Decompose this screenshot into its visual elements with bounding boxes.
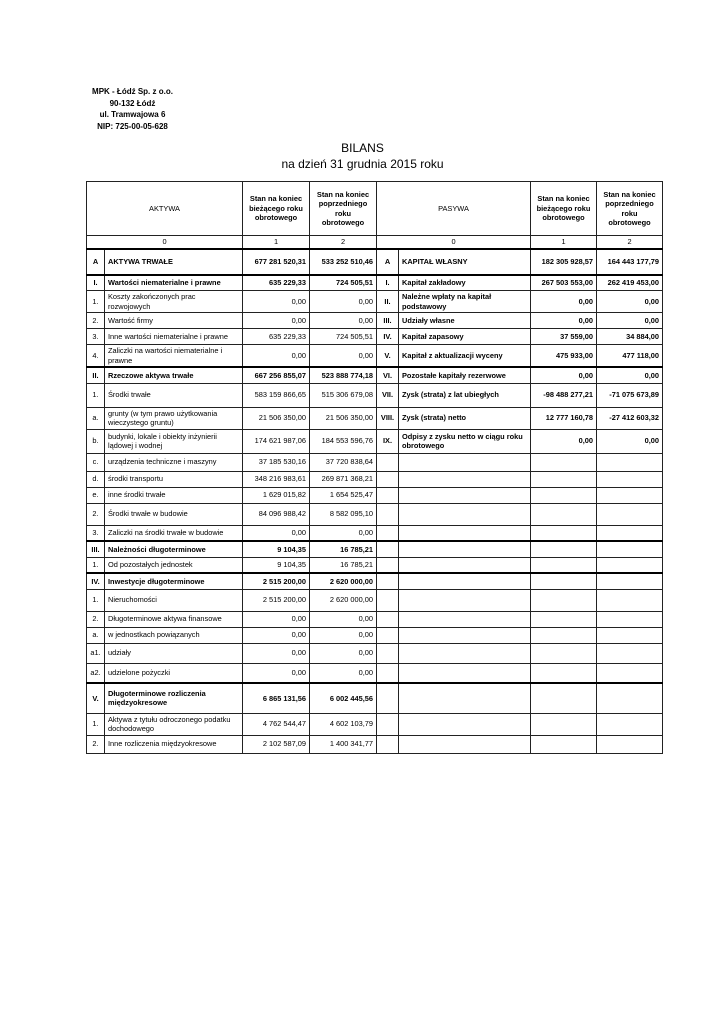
aktywa-label: Wartości niematerialne i prawne — [105, 275, 243, 291]
aktywa-previous-value: 724 505,51 — [310, 329, 377, 345]
empty-cell — [597, 683, 663, 713]
aktywa-number: 1. — [87, 589, 105, 611]
aktywa-current-value: 6 865 131,56 — [243, 683, 310, 713]
empty-cell — [597, 453, 663, 471]
empty-cell — [377, 683, 399, 713]
empty-cell — [531, 663, 597, 683]
pasywa-current-value: 475 933,00 — [531, 345, 597, 368]
pasywa-number: I. — [377, 275, 399, 291]
aktywa-current-value: 84 096 988,42 — [243, 503, 310, 525]
aktywa-label: Nieruchomości — [105, 589, 243, 611]
pasywa-label: Należne wpłaty na kapitał podstawowy — [399, 291, 531, 313]
empty-cell — [399, 589, 531, 611]
empty-cell — [597, 589, 663, 611]
aktywa-label: inne środki trwałe — [105, 487, 243, 503]
aktywa-current-value: 583 159 866,65 — [243, 383, 310, 407]
pasywa-label: Kapitał z aktualizacji wyceny — [399, 345, 531, 368]
empty-cell — [377, 611, 399, 627]
table-row — [87, 663, 663, 683]
empty-cell — [377, 487, 399, 503]
aktywa-previous-value: 16 785,21 — [310, 557, 377, 573]
table-row — [87, 249, 663, 275]
aktywa-previous-value: 0,00 — [310, 643, 377, 663]
aktywa-previous-value: 2 620 000,00 — [310, 573, 377, 589]
aktywa-current-value: 0,00 — [243, 611, 310, 627]
empty-cell — [597, 503, 663, 525]
pasywa-previous-value: 262 419 453,00 — [597, 275, 663, 291]
empty-cell — [597, 541, 663, 557]
aktywa-current-value: 9 104,35 — [243, 541, 310, 557]
aktywa-number: 1. — [87, 291, 105, 313]
aktywa-number: 2. — [87, 735, 105, 753]
company-street: ul. Tramwajowa 6 — [99, 110, 166, 119]
aktywa-number: 3. — [87, 525, 105, 541]
pasywa-previous-value: 0,00 — [597, 367, 663, 383]
aktywa-current-value: 174 621 987,06 — [243, 429, 310, 453]
aktywa-current-value: 0,00 — [243, 525, 310, 541]
empty-cell — [377, 557, 399, 573]
empty-cell — [597, 663, 663, 683]
aktywa-previous-value: 6 002 445,56 — [310, 683, 377, 713]
aktywa-number: e. — [87, 487, 105, 503]
aktywa-current-value: 2 515 200,00 — [243, 589, 310, 611]
aktywa-current-value: 677 281 520,31 — [243, 249, 310, 275]
table-row — [87, 611, 663, 627]
company-city: 90-132 Łódź — [109, 98, 156, 108]
empty-cell — [597, 573, 663, 589]
aktywa-current-value: 635 229,33 — [243, 329, 310, 345]
company-name: MPK - Łódź Sp. z o.o. — [92, 87, 173, 96]
empty-cell — [597, 487, 663, 503]
aktywa-current-value: 0,00 — [243, 313, 310, 329]
table-row — [87, 329, 663, 345]
empty-cell — [377, 589, 399, 611]
aktywa-previous-value: 0,00 — [310, 345, 377, 368]
empty-cell — [399, 487, 531, 503]
aktywa-previous-value: 0,00 — [310, 611, 377, 627]
empty-cell — [531, 683, 597, 713]
column-index: 2 — [597, 236, 663, 249]
table-row — [87, 627, 663, 643]
empty-cell — [597, 471, 663, 487]
empty-cell — [597, 611, 663, 627]
pasywa-label: Udziały własne — [399, 313, 531, 329]
table-row — [87, 503, 663, 525]
pasywa-label: Kapitał zapasowy — [399, 329, 531, 345]
empty-cell — [531, 525, 597, 541]
empty-cell — [377, 453, 399, 471]
aktywa-previous-value: 16 785,21 — [310, 541, 377, 557]
empty-cell — [377, 627, 399, 643]
aktywa-current-value: 9 104,35 — [243, 557, 310, 573]
empty-cell — [399, 525, 531, 541]
pasywa-current-value: 37 559,00 — [531, 329, 597, 345]
table-row — [87, 683, 663, 713]
aktywa-previous-value: 724 505,51 — [310, 275, 377, 291]
aktywa-label: Długoterminowe aktywa finansowe — [105, 611, 243, 627]
empty-cell — [531, 541, 597, 557]
balance-sheet-table — [86, 181, 663, 754]
aktywa-label: AKTYWA TRWAŁE — [105, 249, 243, 275]
aktywa-current-value: 2 102 587,09 — [243, 735, 310, 753]
empty-cell — [377, 503, 399, 525]
pasywa-number: V. — [377, 345, 399, 368]
aktywa-label: Inwestycje długoterminowe — [105, 573, 243, 589]
pasywa-previous-value: 0,00 — [597, 291, 663, 313]
aktywa-label: Długoterminowe rozliczenia międzyokresowe — [105, 683, 243, 713]
aktywa-number: 2. — [87, 611, 105, 627]
aktywa-number: 2. — [87, 313, 105, 329]
pasywa-number: VIII. — [377, 407, 399, 429]
aktywa-current-value: 0,00 — [243, 291, 310, 313]
empty-cell — [597, 713, 663, 735]
column-index: 1 — [531, 236, 597, 249]
pasywa-current-header: Stan na koniec bieżącego roku obrotowego — [531, 182, 597, 236]
table-row — [87, 407, 663, 429]
pasywa-number: IX. — [377, 429, 399, 453]
aktywa-previous-value: 4 602 103,79 — [310, 713, 377, 735]
aktywa-previous-value: 0,00 — [310, 663, 377, 683]
pasywa-previous-header: Stan na koniec poprzedniego roku obrotowego — [597, 182, 663, 236]
aktywa-label: Od pozostałych jednostek — [105, 557, 243, 573]
aktywa-previous-value: 533 252 510,46 — [310, 249, 377, 275]
empty-cell — [399, 611, 531, 627]
empty-cell — [377, 663, 399, 683]
aktywa-label: Inne rozliczenia międzyokresowe — [105, 735, 243, 753]
aktywa-number: III. — [87, 541, 105, 557]
aktywa-previous-value: 8 582 095,10 — [310, 503, 377, 525]
table-row — [87, 525, 663, 541]
aktywa-previous-value: 21 506 350,00 — [310, 407, 377, 429]
pasywa-number: VII. — [377, 383, 399, 407]
table-row — [87, 453, 663, 471]
pasywa-label: KAPITAŁ WŁASNY — [399, 249, 531, 275]
pasywa-previous-value: -27 412 603,32 — [597, 407, 663, 429]
table-row — [87, 589, 663, 611]
company-nip: NIP: 725-00-05-628 — [97, 121, 168, 131]
aktywa-number: V. — [87, 683, 105, 713]
aktywa-label: Koszty zakończonych prac rozwojowych — [105, 291, 243, 313]
aktywa-current-value: 635 229,33 — [243, 275, 310, 291]
empty-cell — [531, 471, 597, 487]
aktywa-number: a. — [87, 627, 105, 643]
empty-cell — [597, 643, 663, 663]
aktywa-number: a1. — [87, 643, 105, 663]
aktywa-current-value: 348 216 983,61 — [243, 471, 310, 487]
table-row — [87, 487, 663, 503]
empty-cell — [399, 643, 531, 663]
aktywa-number: d. — [87, 471, 105, 487]
aktywa-current-value: 667 256 855,07 — [243, 367, 310, 383]
aktywa-number: I. — [87, 275, 105, 291]
empty-cell — [377, 471, 399, 487]
pasywa-previous-value: 0,00 — [597, 429, 663, 453]
aktywa-previous-value: 515 306 679,08 — [310, 383, 377, 407]
table-row — [87, 643, 663, 663]
pasywa-label: Zysk (strata) z lat ubiegłych — [399, 383, 531, 407]
empty-cell — [531, 503, 597, 525]
aktywa-current-value: 0,00 — [243, 663, 310, 683]
pasywa-label: Kapitał zakładowy — [399, 275, 531, 291]
column-index: 0 — [377, 236, 531, 249]
aktywa-label: Zaliczki na wartości niematerialne i prawne — [105, 345, 243, 368]
empty-cell — [399, 663, 531, 683]
aktywa-previous-value: 0,00 — [310, 627, 377, 643]
aktywa-previous-value: 1 654 525,47 — [310, 487, 377, 503]
aktywa-number: 4. — [87, 345, 105, 368]
table-row — [87, 275, 663, 291]
table-row — [87, 429, 663, 453]
aktywa-label: Środki trwałe w budowie — [105, 503, 243, 525]
aktywa-previous-value: 0,00 — [310, 525, 377, 541]
pasywa-current-value: 267 503 553,00 — [531, 275, 597, 291]
aktywa-label: w jednostkach powiązanych — [105, 627, 243, 643]
pasywa-current-value: 0,00 — [531, 313, 597, 329]
empty-cell — [597, 557, 663, 573]
document-subtitle: na dzień 31 grudnia 2015 roku — [281, 157, 444, 171]
empty-cell — [399, 503, 531, 525]
table-row — [87, 557, 663, 573]
aktywa-number: II. — [87, 367, 105, 383]
aktywa-label: Środki trwałe — [105, 383, 243, 407]
aktywa-current-value: 4 762 544,47 — [243, 713, 310, 735]
aktywa-number: b. — [87, 429, 105, 453]
pasywa-previous-value: 477 118,00 — [597, 345, 663, 368]
aktywa-current-value: 0,00 — [243, 627, 310, 643]
empty-cell — [377, 713, 399, 735]
table-row — [87, 367, 663, 383]
empty-cell — [531, 573, 597, 589]
table-row — [87, 471, 663, 487]
company-header — [75, 86, 190, 132]
empty-cell — [597, 525, 663, 541]
aktywa-previous-value: 2 620 000,00 — [310, 589, 377, 611]
aktywa-previous-header: Stan na koniec poprzedniego roku obrotowego — [310, 182, 377, 236]
empty-cell — [399, 735, 531, 753]
table-row — [87, 345, 663, 368]
aktywa-number: a2. — [87, 663, 105, 683]
aktywa-label: budynki, lokale i obiekty inżynierii lądowej i wodnej — [105, 429, 243, 453]
aktywa-number: A — [87, 249, 105, 275]
pasywa-previous-value: 34 884,00 — [597, 329, 663, 345]
aktywa-previous-value: 37 720 838,64 — [310, 453, 377, 471]
table-row — [87, 735, 663, 753]
table-row — [87, 313, 663, 329]
aktywa-label: grunty (w tym prawo użytkowania wieczystego gruntu) — [105, 407, 243, 429]
aktywa-previous-value: 523 888 774,18 — [310, 367, 377, 383]
pasywa-number: IV. — [377, 329, 399, 345]
aktywa-label: udziały — [105, 643, 243, 663]
pasywa-previous-value: -71 075 673,89 — [597, 383, 663, 407]
empty-cell — [399, 541, 531, 557]
pasywa-number: III. — [377, 313, 399, 329]
table-row — [87, 541, 663, 557]
pasywa-number: II. — [377, 291, 399, 313]
aktywa-label: Aktywa z tytułu odroczonego podatku dochodowego — [105, 713, 243, 735]
empty-cell — [377, 573, 399, 589]
aktywa-current-value: 0,00 — [243, 643, 310, 663]
document-title: BILANS — [341, 141, 384, 155]
aktywa-number: IV. — [87, 573, 105, 589]
empty-cell — [531, 611, 597, 627]
pasywa-number: A — [377, 249, 399, 275]
empty-cell — [531, 487, 597, 503]
column-index: 2 — [310, 236, 377, 249]
empty-cell — [377, 541, 399, 557]
aktywa-label: środki transportu — [105, 471, 243, 487]
table-row — [87, 713, 663, 735]
aktywa-label: Należności długoterminowe — [105, 541, 243, 557]
column-index: 0 — [87, 236, 243, 249]
empty-cell — [531, 643, 597, 663]
table-row — [87, 573, 663, 589]
aktywa-label: urządzenia techniczne i maszyny — [105, 453, 243, 471]
empty-cell — [377, 525, 399, 541]
pasywa-header: PASYWA — [377, 182, 531, 236]
empty-cell — [399, 453, 531, 471]
aktywa-number: c. — [87, 453, 105, 471]
aktywa-header: AKTYWA — [87, 182, 243, 236]
aktywa-label: Wartość firmy — [105, 313, 243, 329]
aktywa-number: 1. — [87, 383, 105, 407]
empty-cell — [377, 643, 399, 663]
aktywa-previous-value: 0,00 — [310, 313, 377, 329]
column-index: 1 — [243, 236, 310, 249]
aktywa-number: a. — [87, 407, 105, 429]
empty-cell — [531, 557, 597, 573]
empty-cell — [399, 471, 531, 487]
empty-cell — [597, 735, 663, 753]
pasywa-label: Zysk (strata) netto — [399, 407, 531, 429]
empty-cell — [377, 735, 399, 753]
table-row — [87, 383, 663, 407]
aktywa-previous-value: 269 871 368,21 — [310, 471, 377, 487]
aktywa-current-value: 37 185 530,16 — [243, 453, 310, 471]
pasywa-previous-value: 0,00 — [597, 313, 663, 329]
empty-cell — [399, 683, 531, 713]
empty-cell — [399, 713, 531, 735]
aktywa-current-value: 21 506 350,00 — [243, 407, 310, 429]
aktywa-previous-value: 184 553 596,76 — [310, 429, 377, 453]
pasywa-current-value: 12 777 160,78 — [531, 407, 597, 429]
pasywa-label: Pozostałe kapitały rezerwowe — [399, 367, 531, 383]
aktywa-current-value: 0,00 — [243, 345, 310, 368]
pasywa-current-value: 182 305 928,57 — [531, 249, 597, 275]
aktywa-current-value: 1 629 015,82 — [243, 487, 310, 503]
aktywa-number: 3. — [87, 329, 105, 345]
aktywa-previous-value: 0,00 — [310, 291, 377, 313]
aktywa-current-value: 2 515 200,00 — [243, 573, 310, 589]
aktywa-number: 1. — [87, 557, 105, 573]
empty-cell — [399, 627, 531, 643]
empty-cell — [399, 557, 531, 573]
empty-cell — [531, 589, 597, 611]
empty-cell — [531, 735, 597, 753]
empty-cell — [531, 627, 597, 643]
empty-cell — [531, 713, 597, 735]
aktywa-label: Zaliczki na środki trwałe w budowie — [105, 525, 243, 541]
pasywa-label: Odpisy z zysku netto w ciągu roku obrotowego — [399, 429, 531, 453]
aktywa-number: 1. — [87, 713, 105, 735]
pasywa-current-value: 0,00 — [531, 291, 597, 313]
table-row — [87, 291, 663, 313]
empty-cell — [399, 573, 531, 589]
pasywa-current-value: -98 488 277,21 — [531, 383, 597, 407]
pasywa-number: VI. — [377, 367, 399, 383]
aktywa-previous-value: 1 400 341,77 — [310, 735, 377, 753]
pasywa-current-value: 0,00 — [531, 367, 597, 383]
pasywa-current-value: 0,00 — [531, 429, 597, 453]
empty-cell — [597, 627, 663, 643]
aktywa-current-header: Stan na koniec bieżącego roku obrotowego — [243, 182, 310, 236]
aktywa-number: 2. — [87, 503, 105, 525]
aktywa-label: Inne wartości niematerialne i prawne — [105, 329, 243, 345]
empty-cell — [531, 453, 597, 471]
aktywa-label: Rzeczowe aktywa trwałe — [105, 367, 243, 383]
aktywa-label: udzielone pożyczki — [105, 663, 243, 683]
pasywa-previous-value: 164 443 177,79 — [597, 249, 663, 275]
